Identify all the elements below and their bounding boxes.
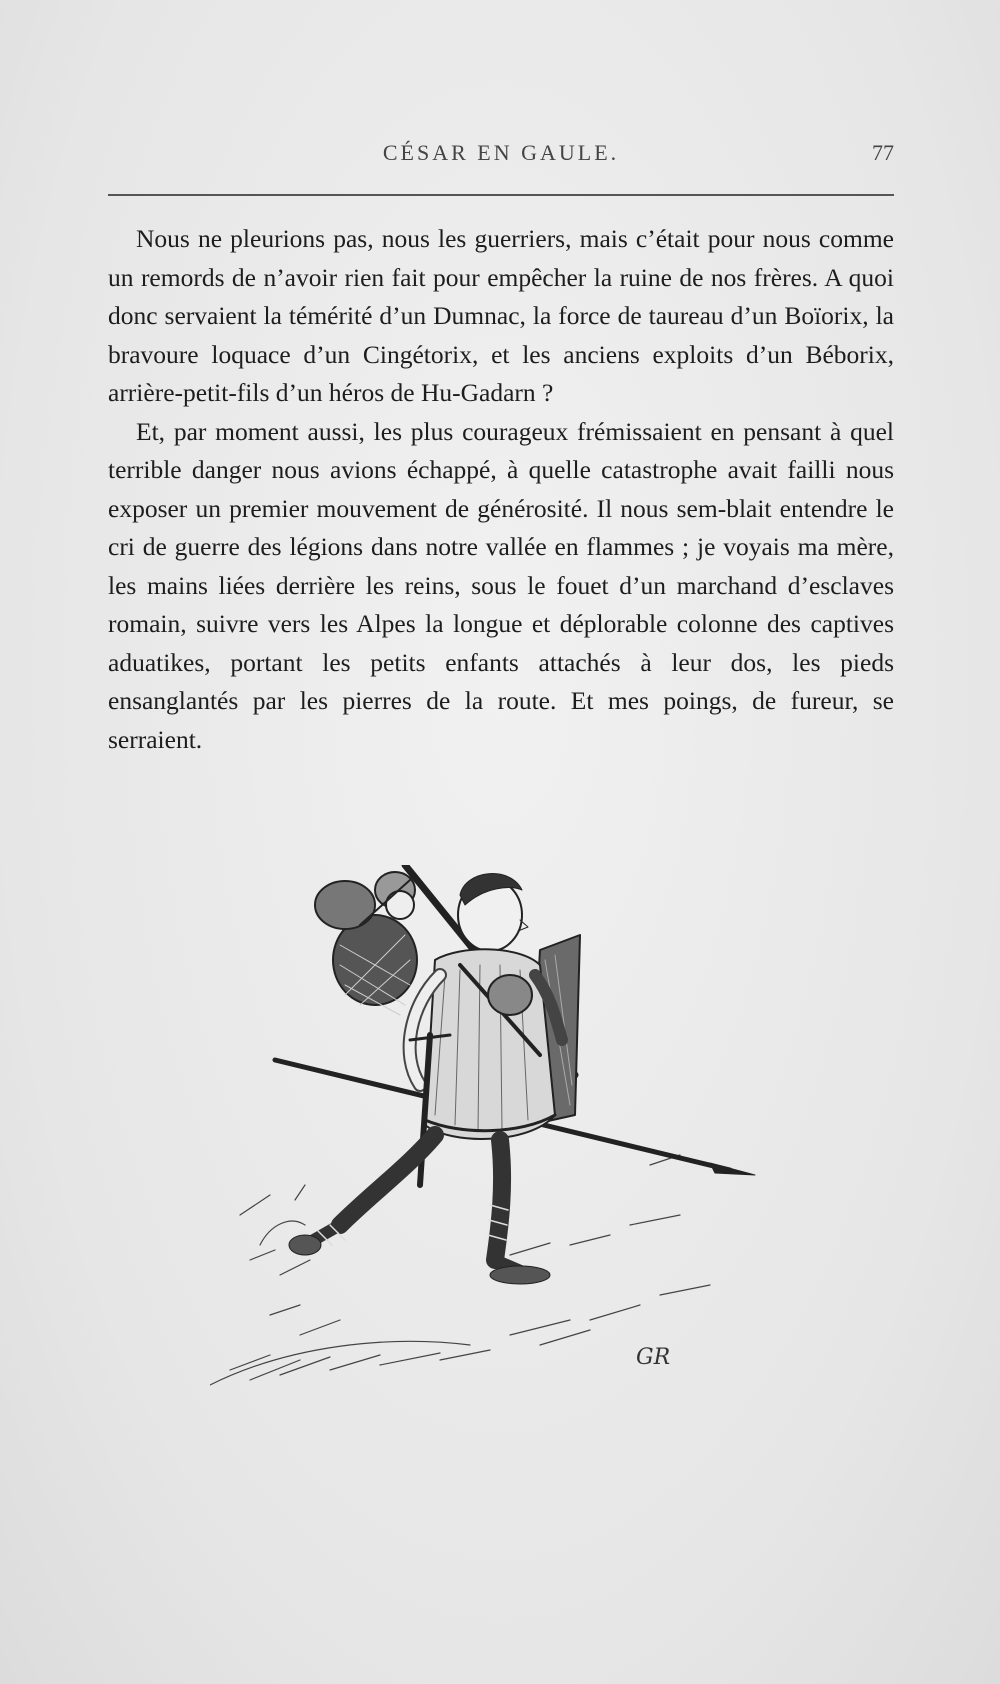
paragraph-1: Nous ne pleurions pas, nous les guerriers, mais c’était pour nous comme un remords de n’avoir rien fait pour empêcher la ruine de nos frères. A quoi donc servaient la témérité d’un Dumnac, la force de taureau d’un Boïorix, la bravoure loquace d’un Cingétorix, et les anciens exploits d’un Béborix, arrière-petit-fils d’un héros de Hu-Gadarn ? xyxy=(108,224,894,407)
page-number: 77 xyxy=(872,140,894,165)
header-rule xyxy=(108,194,894,196)
artist-signature: GR xyxy=(636,1345,671,1370)
warrior-engraving xyxy=(210,865,810,1405)
ground-hatching xyxy=(210,1155,710,1385)
running-title: CÉSAR EN GAULE. xyxy=(382,140,620,165)
running-head xyxy=(108,140,894,174)
body-text xyxy=(108,220,894,759)
warrior-illustration xyxy=(210,865,810,1405)
paragraph-2: Et, par moment aussi, les plus courageux frémissaient en pensant à quel terrible danger nous avions échappé, à quelle catastrophe avait failli nous exposer un premier mouvement de générosité. Il nous sem-blait entendre le cri de guerre des légions dans notre vallée en flammes ; je voyais ma mère, les mains liées derrière les reins, sous le fouet d’un marchand d’esclaves romain, suivre vers les Alpes la longue et déplorable colonne des captives aduatikes, portant les petits enfants attachés à leur dos, les pieds ensanglantés par les pierres de la route. Et mes poings, de fureur, se serraient. xyxy=(108,416,894,754)
